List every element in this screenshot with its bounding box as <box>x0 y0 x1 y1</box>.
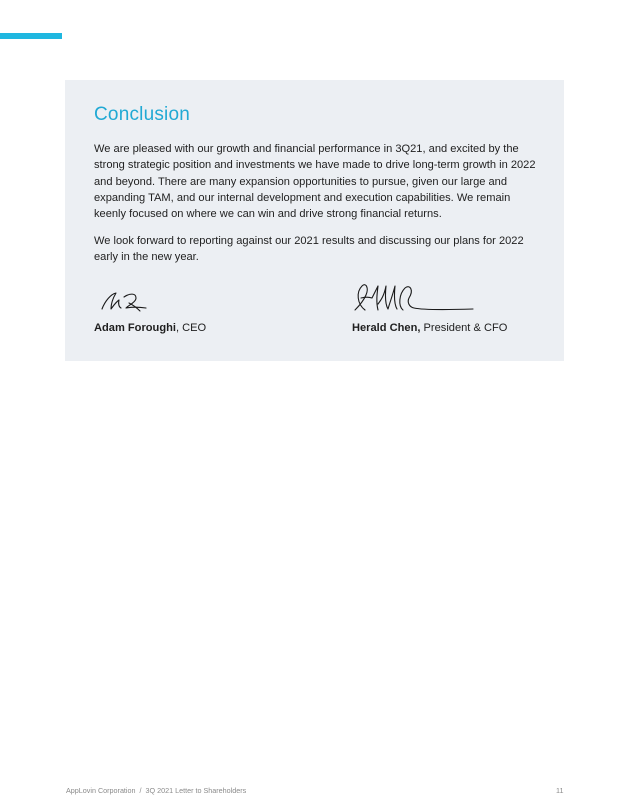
ceo-name: Adam Foroughi <box>94 322 176 334</box>
section-title: Conclusion <box>94 104 190 125</box>
footer-document-info <box>66 786 246 795</box>
cfo-name: Herald Chen, <box>352 322 421 334</box>
conclusion-panel <box>65 80 564 361</box>
ceo-signature <box>96 289 156 315</box>
conclusion-paragraph-1: We are pleased with our growth and financial performance in 3Q21, and excited by the strong strategic position and investments we have made to drive long-term growth in 2022 and beyond. There are many expansion opportunities to pursue, given our large and expanding TAM, and our internal development and execution capabilities. We remain keenly focused on where we can win and drive strong financial returns. <box>94 143 536 221</box>
conclusion-paragraph-2: We look forward to reporting against our 2021 results and discussing our plans for 2022 early in the new year. <box>94 235 524 264</box>
cfo-signature <box>351 280 476 316</box>
footer-document-title: 3Q 2021 Letter to Shareholders <box>145 786 247 795</box>
accent-bar <box>0 33 62 39</box>
ceo-title: , CEO <box>175 322 207 334</box>
page-number: 11 <box>556 786 564 795</box>
footer-separator: / <box>139 786 142 795</box>
ceo-signer <box>94 322 206 334</box>
cfo-title: President & CFO <box>420 322 508 334</box>
footer-company: AppLovin Corporation <box>66 786 136 795</box>
cfo-signer <box>352 322 507 334</box>
